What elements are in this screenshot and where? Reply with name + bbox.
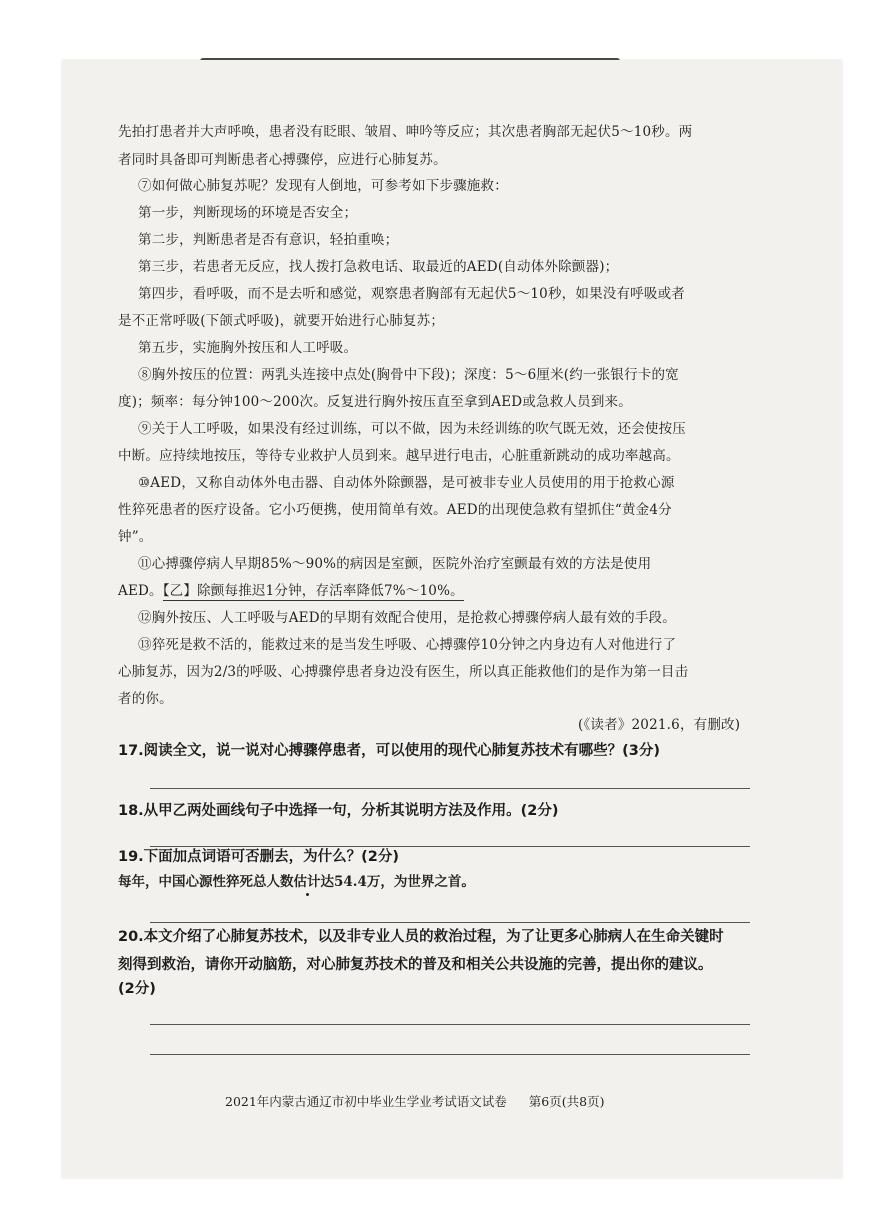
paragraph-13-line-3: 者的你。 [118,691,173,707]
paragraph-7-intro: ⑦如何做心肺复苏呢？发现有人倒地，可参考如下步骤施救： [138,178,508,194]
paragraph-12: ⑫胸外按压、人工呼吸与AED的早期有效配合使用，是抢救心搏骤停病人最有效的手段。 [138,610,676,626]
question-19: 19.下面加点词语可否删去，为什么？(2分) [118,849,400,865]
marker-yi: 【乙】 [162,583,198,599]
answer-line-20b[interactable] [150,1054,750,1055]
dotted-word: 估计 [293,874,321,890]
source-citation: (《读者》2021.6，有删改) [578,717,741,733]
question-20-line-1: 20.本文介绍了心肺复苏技术，以及非专业人员的救治过程，为了让更多心肺病人在生命关键时 [118,929,724,945]
page-number: 第6页(共8页) [528,1094,605,1109]
question-19-sentence [118,872,475,892]
question-18: 18.从甲乙两处画线句子中选择一句，分析其说明方法及作用。(2分) [118,803,559,819]
paragraph-8-line-1: ⑧胸外按压的位置：两乳头连接中点处(胸骨中下段)；深度：5～6厘米(约一张银行卡的宽 [138,367,679,383]
paragraph-6-line-1: 先拍打患者并大声呼唤，患者没有眨眼、皱眉、呻吟等反应；其次患者胸部无起伏5～10秒。两 [118,124,693,140]
answer-line-17[interactable] [150,788,750,789]
question-20-line-2: 刻得到救治，请你开动脑筋，对心肺复苏技术的普及和相关公共设施的完善，提出你的建议。 [118,957,713,973]
question-17: 17.阅读全文，说一说对心搏骤停患者，可以使用的现代心肺复苏技术有哪些？(3分) [118,743,661,759]
paragraph-13-line-2: 心肺复苏，因为2/3的呼吸、心搏骤停患者身边没有医生，所以真正能救他们的是作为第一目击 [118,664,689,680]
paragraph-6-line-2: 者同时具备即可判断患者心搏骤停，应进行心肺复苏。 [118,152,447,168]
underlined-sentence-yi: 除颤每推迟1分钟，存活率降低7%～10%。 [197,583,464,599]
step-3: 第三步，若患者无反应，找人拨打急救电话、取最近的AED(自动体外除颤器)； [138,259,619,275]
answer-line-20a[interactable] [150,1024,750,1025]
step-1: 第一步，判断现场的环境是否安全； [138,205,358,221]
question-20-line-3: (2分) [118,981,156,997]
step-5: 第五步，实施胸外按压和人工呼吸。 [138,340,358,356]
exam-title: 2021年内蒙古通辽市初中毕业生学业考试语文试卷 [225,1094,507,1109]
step-2: 第二步，判断患者是否有意识，轻拍重唤； [138,232,399,248]
page-footer [225,1093,604,1111]
paragraph-10-line-3: 钟”。 [118,529,153,545]
paragraph-11-text-a: AED。 [118,583,163,599]
paragraph-9-line-2: 中断。应持续地按压，等待专业救护人员到来。越早进行电击，心脏重新跳动的成功率越高。 [118,448,680,464]
paragraph-8-line-2: 度)；频率：每分钟100～200次。反复进行胸外按压直至拿到AED或急救人员到来。 [118,394,632,410]
paragraph-10-line-2: 性猝死患者的医疗设备。它小巧便携，使用简单有效。AED的出现使急救有望抓住“黄金4分 [118,502,672,518]
paragraph-11-line-1: ⑪心搏骤停病人早期85%～90%的病因是室颤，医院外治疗室颤最有效的方法是使用 [138,556,652,572]
paragraph-11-line-2 [118,581,464,601]
step-4-line-1: 第四步，看呼吸，而不是去听和感觉，观察患者胸部有无起伏5～10秒，如果没有呼吸或者 [138,286,685,302]
q19-sentence-part-a: 每年，中国心源性猝死总人数 [118,874,294,890]
paragraph-10-line-1: ⑩AED，又称自动体外电击器、自动体外除颤器，是可被非专业人员使用的用于抢救心源 [138,475,675,491]
paragraph-9-line-1: ⑨关于人工呼吸，如果没有经过训练，可以不做，因为未经训练的吹气既无效，还会使按压 [138,421,686,437]
q19-sentence-part-b: 达54.4万，为世界之首。 [320,874,475,890]
answer-line-19[interactable] [150,922,750,923]
paragraph-13-line-1: ⑬猝死是救不活的，能救过来的是当发生呼吸、心搏骤停10分钟之内身边有人对他进行了 [138,637,677,653]
step-4-line-2: 是不正常呼吸(下颌式呼吸)，就要开始进行心肺复苏； [118,313,445,329]
